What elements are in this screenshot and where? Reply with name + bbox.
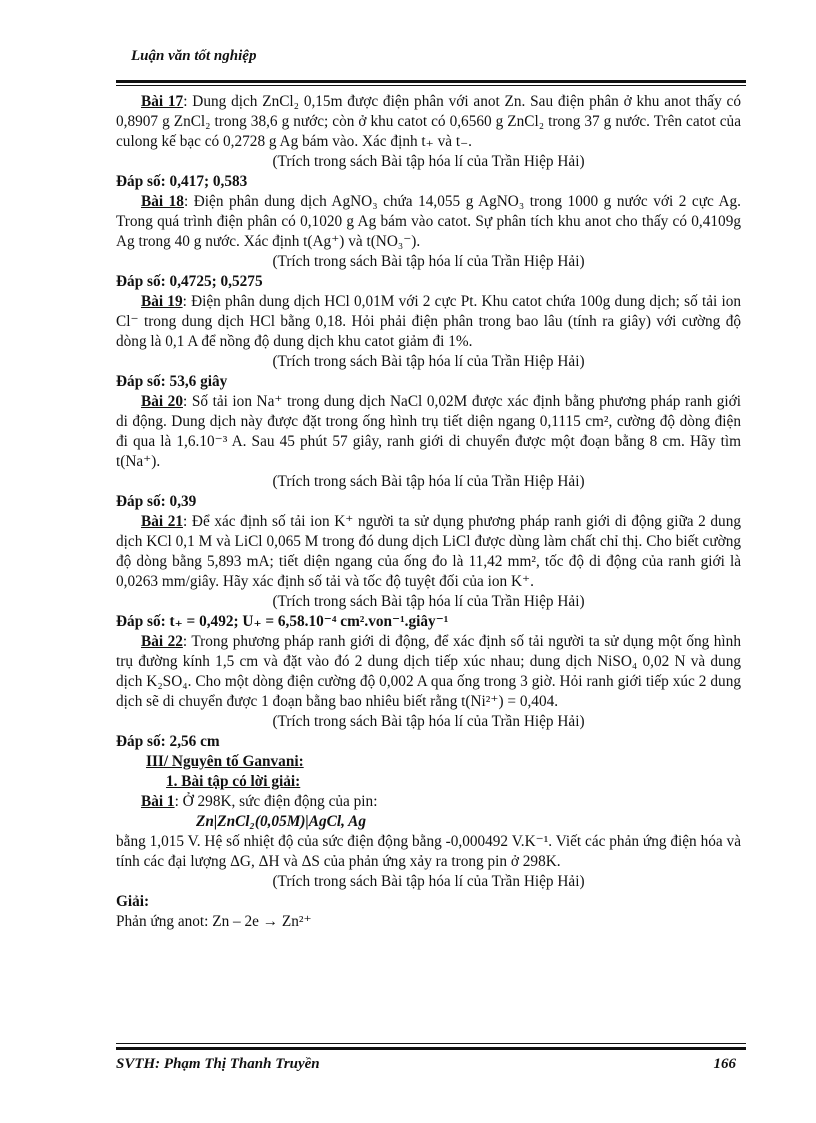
exercise-22: Bài 22: Trong phương pháp ranh giới di động, để xác định số tải người ta sử dụng một ống hình trụ đường kính 1,5 cm và đặt vào đó 2 dung dịch tiếp xúc nhau; dung dịch NiSO₄ 0,02 N và dung dịch K₂SO₄. Cho một dòng điện cường độ 0,002 A qua ống trong 3 giờ. Hỏi ranh giới tiếp xúc 2 dung dịch sẽ di chuyển được 1 đoạn bằng bao nhiêu biết rằng t(Ni²⁺) = 0,404. xyxy=(116,633,741,710)
header-rule-thin xyxy=(116,85,746,86)
exercise-text: Trong phương pháp ranh giới di động, để xác định số tải người ta sử dụng một ống hình trụ đường kính 1,5 cm và đặt vào đó 2 dung dịch tiếp xúc nhau; dung dịch NiSO₄ 0,02 N và dung dịch K₂SO₄. Cho một dòng điện cường độ 0,002 A qua ống trong 3 giờ. Hỏi ranh giới tiếp xúc 2 dung dịch sẽ di chuyển được 1 đoạn bằng bao nhiêu biết rằng t(Ni²⁺) = 0,404. xyxy=(116,633,741,710)
section-heading: III/ Nguyên tố Ganvani: xyxy=(146,753,304,770)
header-title: Luận văn tốt nghiệp xyxy=(131,48,257,64)
source-citation: (Trích trong sách Bài tập hóa lí của Trần Hiệp Hải) xyxy=(272,253,585,270)
exercise-17: Bài 17: Dung dịch ZnCl₂ 0,15m được điện phân với anot Zn. Sau điện phân ở khu anot thấy có 0,8907 g ZnCl₂ trong 38,6 g nước; còn ở khu catot có 0,6560 g ZnCl₂ trong 37 g nước. Trên catot của culong kế bạc có 0,2728 g Ag bám vào. Xác định t₊ và t₋. xyxy=(116,93,741,150)
footer-rule-thin xyxy=(116,1043,746,1044)
exercise-label: Bài 17 xyxy=(141,93,184,110)
source-citation: (Trích trong sách Bài tập hóa lí của Trần Hiệp Hải) xyxy=(272,153,585,170)
page-number: 166 xyxy=(713,1056,736,1072)
exercise-intro: Ở 298K, sức điện động của pin: xyxy=(182,793,378,810)
answer: Đáp số: 53,6 giây xyxy=(116,373,228,390)
answer: Đáp số: 0,417; 0,583 xyxy=(116,173,248,190)
source-citation: (Trích trong sách Bài tập hóa lí của Trần Hiệp Hải) xyxy=(272,473,585,490)
exercise-label: Bài 1 xyxy=(141,793,175,810)
exercise-18: Bài 18: Điện phân dung dịch AgNO₃ chứa 14,055 g AgNO₃ trong 1000 g nước với 2 cực Ag. Trong quá trình điện phân có 0,1020 g Ag bám vào catot. Sự phân tích khu anot cho thấy có 0,4109g Ag trong 40 g nước. Xác định t(Ag⁺) và t(NO₃⁻). xyxy=(116,193,741,250)
answer: Đáp số: 0,4725; 0,5275 xyxy=(116,273,263,290)
footer-rule-thick xyxy=(116,1047,746,1050)
source-citation: (Trích trong sách Bài tập hóa lí của Trần Hiệp Hải) xyxy=(272,713,585,730)
exercise-label: Bài 19 xyxy=(141,293,183,310)
cell-formula: Zn|ZnCl₂(0,05M)|AgCl, Ag xyxy=(196,813,367,830)
exercise-1: Bài 1: Ở 298K, sức điện động của pin: xyxy=(141,793,378,810)
exercise-label: Bài 22 xyxy=(141,633,183,650)
exercise-20: Bài 20: Số tải ion Na⁺ trong dung dịch NaCl 0,02M được xác định bằng phương pháp ranh giới di động. Dung dịch này được đặt trong ống hình trụ tiết diện ngang 0,1115 cm², cường độ dòng điện đi qua là 1,6.10⁻³ A. Sau 45 phút 57 giây, ranh giới di chuyển được một đoạn bằng 8 cm. Hãy tìm t(Na⁺). xyxy=(116,393,741,470)
header-rule-thick xyxy=(116,80,746,83)
exercise-21: Bài 21: Để xác định số tải ion K⁺ người ta sử dụng phương pháp ranh giới di động giữa 2 dung dịch KCl 0,1 M và LiCl 0,065 M trong đó dung dịch LiCl được dùng làm chất chỉ thị. Cho biết cường độ dòng bằng 5,893 mA; tiết diện ngang của ống đo là 11,42 mm², tốc độ di động của ranh giới là 0,0263 mm/giây. Hãy xác định số tải và tốc độ tuyệt đối của ion K⁺. xyxy=(116,513,741,590)
answer: Đáp số: 2,56 cm xyxy=(116,733,220,750)
exercise-text: Dung dịch ZnCl₂ 0,15m được điện phân với anot Zn. Sau điện phân ở khu anot thấy có 0,8907 g ZnCl₂ trong 38,6 g nước; còn ở khu catot có 0,6560 g ZnCl₂ trong 37 g nước. Trên catot của culong kế bạc có 0,2728 g Ag bám vào. Xác định t₊ và t₋. xyxy=(116,93,741,150)
source-citation: (Trích trong sách Bài tập hóa lí của Trần Hiệp Hải) xyxy=(272,353,585,370)
exercise-label: Bài 18 xyxy=(141,193,184,210)
exercise-label: Bài 20 xyxy=(141,393,183,410)
exercise-19: Bài 19: Điện phân dung dịch HCl 0,01M với 2 cực Pt. Khu catot chứa 100g dung dịch; số tải ion Cl⁻ trong dung dịch HCl bằng 0,18. Hỏi phải điện phân trong bao lâu (tính ra giây) với cường độ dòng là 0,1 A để nồng độ dung dịch khu catot giảm đi 1%. xyxy=(116,293,741,350)
answer: Đáp số: t₊ = 0,492; U₊ = 6,58.10⁻⁴ cm².von⁻¹.giây⁻¹ xyxy=(116,613,449,630)
answer: Đáp số: 0,39 xyxy=(116,493,197,510)
exercise-text: Để xác định số tải ion K⁺ người ta sử dụng phương pháp ranh giới di động giữa 2 dung dịch KCl 0,1 M và LiCl 0,065 M trong đó dung dịch LiCl được dùng làm chất chỉ thị. Cho biết cường độ dòng bằng 5,893 mA; tiết diện ngang của ống đo là 11,42 mm², tốc độ di động của ranh giới là 0,0263 mm/giây. Hãy xác định số tải và tốc độ tuyệt đối của ion K⁺. xyxy=(116,513,741,590)
exercise-text: Điện phân dung dịch HCl 0,01M với 2 cực Pt. Khu catot chứa 100g dung dịch; số tải ion Cl⁻ trong dung dịch HCl bằng 0,18. Hỏi phải điện phân trong bao lâu (tính ra giây) với cường độ dòng là 0,1 A để nồng độ dung dịch khu catot giảm đi 1%. xyxy=(116,293,741,350)
solution-label: Giải: xyxy=(116,893,150,910)
page-content xyxy=(116,92,741,932)
footer-author: SVTH: Phạm Thị Thanh Truyền xyxy=(116,1056,320,1072)
exercise-text: Điện phân dung dịch AgNO₃ chứa 14,055 g AgNO₃ trong 1000 g nước với 2 cực Ag. Trong quá trình điện phân có 0,1020 g Ag bám vào catot. Sự phân tích khu anot cho thấy có 0,4109g Ag trong 40 g nước. Xác định t(Ag⁺) và t(NO₃⁻). xyxy=(116,193,741,250)
source-citation: (Trích trong sách Bài tập hóa lí của Trần Hiệp Hải) xyxy=(272,593,585,610)
exercise-label: Bài 21 xyxy=(141,513,184,530)
subsection-heading: 1. Bài tập có lời giải: xyxy=(166,773,301,790)
exercise-text: Số tải ion Na⁺ trong dung dịch NaCl 0,02M được xác định bằng phương pháp ranh giới di động. Dung dịch này được đặt trong ống hình trụ tiết diện ngang 0,1115 cm², cường độ dòng điện đi qua là 1,6.10⁻³ A. Sau 45 phút 57 giây, ranh giới di chuyển được một đoạn bằng 8 cm. Hãy tìm t(Na⁺). xyxy=(116,393,741,470)
exercise-text: bằng 1,015 V. Hệ số nhiệt độ của sức điện động bằng -0,000492 V.K⁻¹. Viết các phản ứng điện hóa và tính các đại lượng ΔG, ΔH và ΔS của phản ứng xảy ra trong pin ở 298K. xyxy=(116,833,741,870)
source-citation: (Trích trong sách Bài tập hóa lí của Trần Hiệp Hải) xyxy=(272,873,585,890)
anode-reaction: Phản ứng anot: Zn – 2e → Zn²⁺ xyxy=(116,913,312,930)
